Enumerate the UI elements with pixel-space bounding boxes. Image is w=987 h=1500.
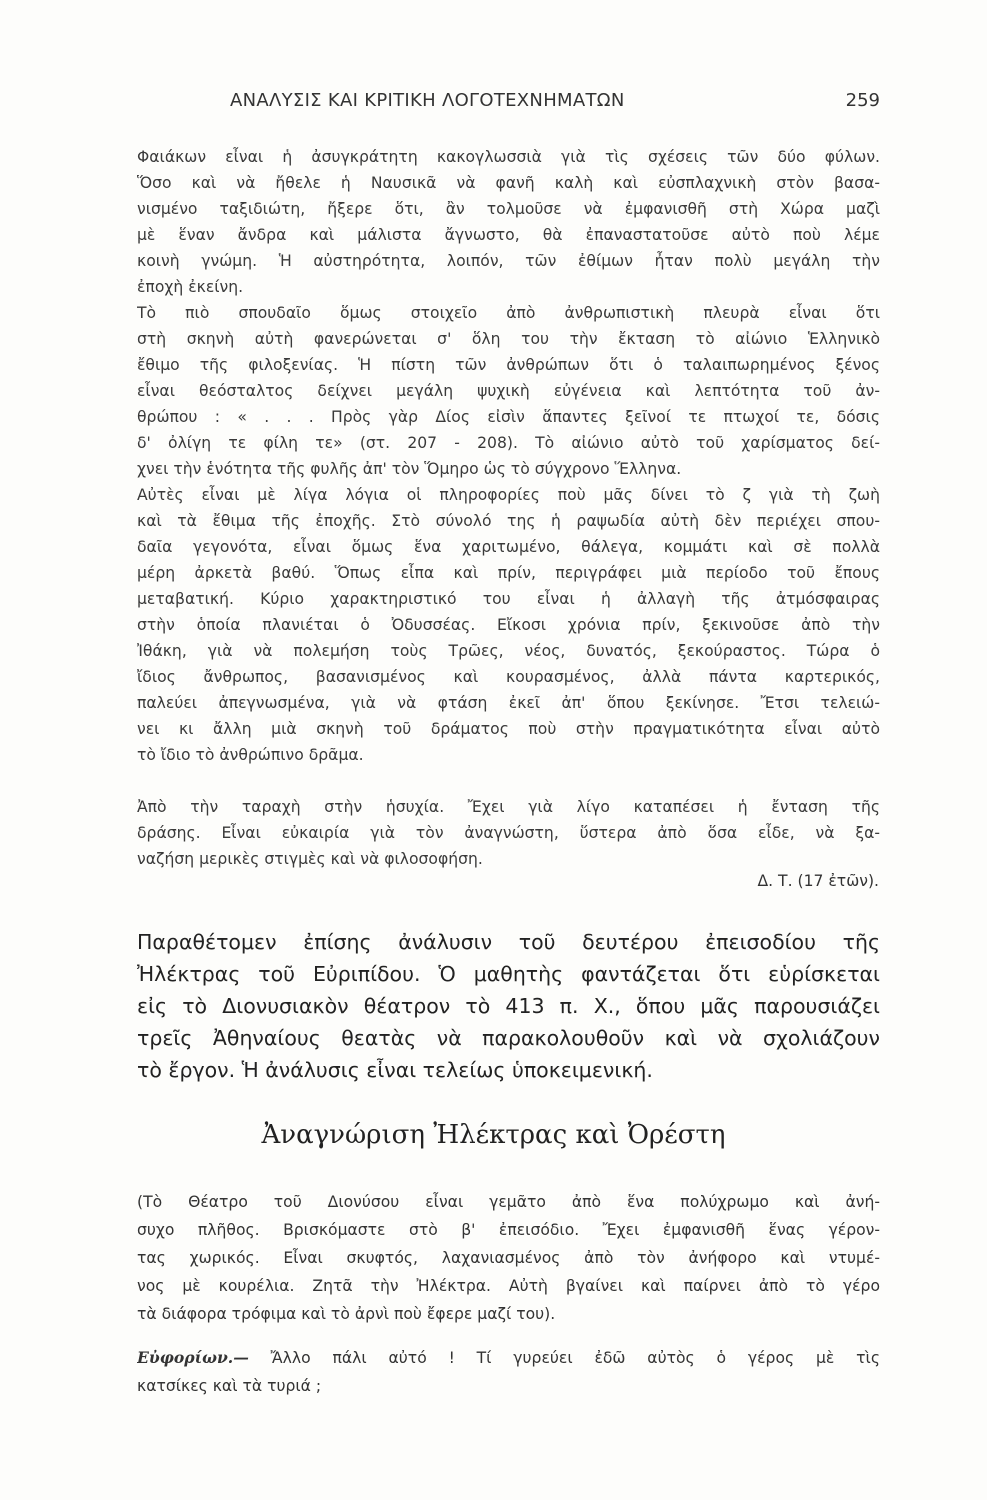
speaker-name: Εὐφορίων.— [137, 1348, 249, 1367]
text-line: ναζήση μερικὲς στιγμὲς καὶ νὰ φιλοσοφήση. [137, 850, 483, 868]
stage-line: τας χωρικός. Εἶναι σκυφτός, λαχανιασμένος ἀπὸ τὸν ἀνήφορο καὶ ντυμέ- [137, 1249, 880, 1267]
dialogue-line: κατσίκες καὶ τὰ τυριά ; [137, 1377, 322, 1395]
text-line: καὶ τὰ ἔθιμα τῆς ἐποχῆς. Στὸ σύνολό της ἡ ραψωδία αὐτὴ δὲν περιέχει σπου- [137, 512, 880, 530]
text-line: τὸ ἴδιο τὸ ἀνθρώπινο δρᾶμα. [137, 746, 364, 764]
text-line: δαῖα γεγονότα, εἶναι ὅμως ἕνα χαριτωμένο, θάλεγα, κομμάτι καὶ σὲ πολλὰ [137, 538, 880, 556]
intro-paragraph [137, 926, 880, 1086]
stage-line: τὰ διάφορα τρόφιμα καὶ τὸ ἀρνὶ ποὺ ἔφερε μαζί του). [137, 1305, 556, 1323]
dialogue-line [137, 1344, 880, 1372]
text-line: ἐποχὴ ἐκείνη. [137, 278, 244, 296]
text-line: ἔθιμο τῆς φιλοξενίας. Ἡ πίστη τῶν ἀνθρώπων ὅτι ὁ ταλαιπωρημένος ξένος [137, 356, 880, 374]
paragraph-1 [137, 144, 880, 300]
dialogue [137, 1344, 880, 1400]
section-title: Ἀναγνώριση Ἠλέκτρας καὶ Ὀρέστη [261, 1120, 726, 1150]
text-line: Τὸ πιὸ σπουδαῖο ὅμως στοιχεῖο ἀπὸ ἀνθρωπιστικὴ πλευρὰ εἶναι ὅτι [137, 304, 880, 322]
text-line: ἴδιος ἄνθρωπος, βασανισμένος καὶ κουρασμένος, ἀλλὰ πάντα καρτερικός, [137, 668, 880, 686]
author-signature: Δ. Τ. (17 ἐτῶν). [757, 872, 879, 890]
paragraph-4 [137, 794, 880, 872]
stage-direction [137, 1188, 880, 1328]
text-line: Ἀπὸ τὴν ταραχὴ στὴν ἡσυχία. Ἔχει γιὰ λίγο καταπέσει ἡ ἔνταση τῆς [137, 798, 880, 816]
intro-line: Ἠλέκτρας τοῦ Εὐριπίδου. Ὁ μαθητὴς φαντάζεται ὅτι εὑρίσκεται [137, 962, 880, 986]
paragraph-3 [137, 482, 880, 768]
text-line: Φαιάκων εἶναι ἡ ἀσυγκράτητη κακογλωσσιὰ γιὰ τὶς σχέσεις τῶν δύο φύλων. [137, 148, 880, 166]
text-line: κοινὴ γνώμη. Ἡ αὐστηρότητα, λοιπόν, τῶν ἐθίμων ἦταν πολὺ μεγάλη τὴν [137, 252, 880, 270]
text-line: μεταβατική. Κύριο χαρακτηριστικό του εἶναι ἡ ἀλλαγὴ τῆς ἀτμόσφαιρας [137, 590, 880, 608]
paragraph-2 [137, 300, 880, 482]
text-line: χνει τὴν ἑνότητα τῆς φυλῆς ἀπ' τὸν Ὅμηρο ὡς τὸ σύγχρονο Ἕλληνα. [137, 460, 682, 478]
text-line: νισμένο ταξιδιώτη, ἤξερε ὅτι, ἂν τολμοῦσε νὰ ἐμφανισθῆ στὴ Χώρα μαζὶ [137, 200, 880, 218]
stage-line: συχο πλῆθος. Βρισκόμαστε στὸ β' ἐπεισόδιο. Ἔχει ἐμφανισθῆ ἕνας γέρον- [137, 1221, 880, 1239]
stage-line: (Τὸ Θέατρο τοῦ Διονύσου εἶναι γεμᾶτο ἀπὸ ἕνα πολύχρωμο καὶ ἀνή- [137, 1193, 880, 1211]
text-line: μὲ ἕναν ἄνδρα καὶ μάλιστα ἄγνωστο, θὰ ἐπαναστατοῦσε αὐτὸ ποὺ λέμε [137, 226, 880, 244]
text-line: δ' ὀλίγη τε φίλη τε» (στ. 207 - 208). Τὸ αἰώνιο αὐτὸ τοῦ χαρίσματος δεί- [137, 434, 880, 452]
text-line: εἶναι θεόσταλτος δείχνει μεγάλη ψυχικὴ εὐγένεια καὶ λεπτότητα τοῦ ἀν- [137, 382, 880, 400]
running-head: ΑΝΑΛΥΣΙΣ ΚΑΙ ΚΡΙΤΙΚΗ ΛΟΓΟΤΕΧΝΗΜΑΤΩΝ [230, 90, 625, 111]
intro-line: τρεῖς Ἀθηναίους θεατὰς νὰ παρακολουθοῦν καὶ νὰ σχολιάζουν [137, 1026, 880, 1050]
text-line: νει κι ἄλλη μιὰ σκηνὴ τοῦ δράματος ποὺ στὴν πραγματικότητα εἶναι αὐτὸ [137, 720, 880, 738]
text-line: θρώπου : « . . . Πρὸς γὰρ Δίος εἰσὶν ἅπαντες ξεῖνοί τε πτωχοί τε, δόσις [137, 408, 880, 426]
text-line: στὴ σκηνὴ αὐτὴ φανερώνεται σ' ὅλη του τὴν ἔκταση τὸ αἰώνιο Ἑλληνικὸ [137, 330, 880, 348]
text-line: παλεύει ἀπεγνωσμένα, γιὰ νὰ φτάση ἐκεῖ ἀπ' ὅπου ξεκίνησε. Ἔτσι τελειώ- [137, 694, 880, 712]
page-number: 259 [845, 90, 880, 111]
intro-line: Παραθέτομεν ἐπίσης ἀνάλυσιν τοῦ δευτέρου ἐπεισοδίου τῆς [137, 930, 880, 954]
intro-line: τὸ ἔργον. Ἡ ἀνάλυσις εἶναι τελείως ὑποκειμενική. [137, 1058, 653, 1082]
text-line: Ἰθάκη, γιὰ νὰ πολεμήση τοὺς Τρῶες, νέος, δυνατός, ξεκούραστος. Τώρα ὁ [137, 642, 880, 660]
text-line: δράσης. Εἶναι εὐκαιρία γιὰ τὸν ἀναγνώστη, ὕστερα ἀπὸ ὅσα εἶδε, νὰ ξα- [137, 824, 880, 842]
intro-line: εἰς τὸ Διονυσιακὸν θέατρον τὸ 413 π. Χ., ὅπου μᾶς παρουσιάζει [137, 994, 880, 1018]
text-line: στὴν ὁποία πλανιέται ὁ Ὀδυσσέας. Εἴκοσι χρόνια πρίν, ξεκινοῦσε ἀπὸ τὴν [137, 616, 880, 634]
text-line: Αὐτὲς εἶναι μὲ λίγα λόγια οἱ πληροφορίες ποὺ μᾶς δίνει τὸ ζ γιὰ τὴ ζωὴ [137, 486, 880, 504]
stage-line: νος μὲ κουρέλια. Ζητᾶ τὴν Ἠλέκτρα. Αὐτὴ βγαίνει καὶ παίρνει ἀπὸ τὸ γέρο [137, 1277, 880, 1295]
page-header [230, 90, 880, 120]
text-line: Ὅσο καὶ νὰ ἤθελε ἡ Ναυσικᾶ νὰ φανῆ καλὴ καὶ εὐσπλαχνικὴ στὸν βασα- [137, 174, 880, 192]
text-line: μέρη ἀρκετὰ βαθύ. Ὅπως εἶπα καὶ πρίν, περιγράφει μιὰ περίοδο τοῦ ἔπους [137, 564, 880, 582]
dialogue-text: Ἄλλο πάλι αὐτό ! Τί γυρεύει ἐδῶ αὐτὸς ὁ γέρος μὲ τὶς [270, 1349, 880, 1367]
